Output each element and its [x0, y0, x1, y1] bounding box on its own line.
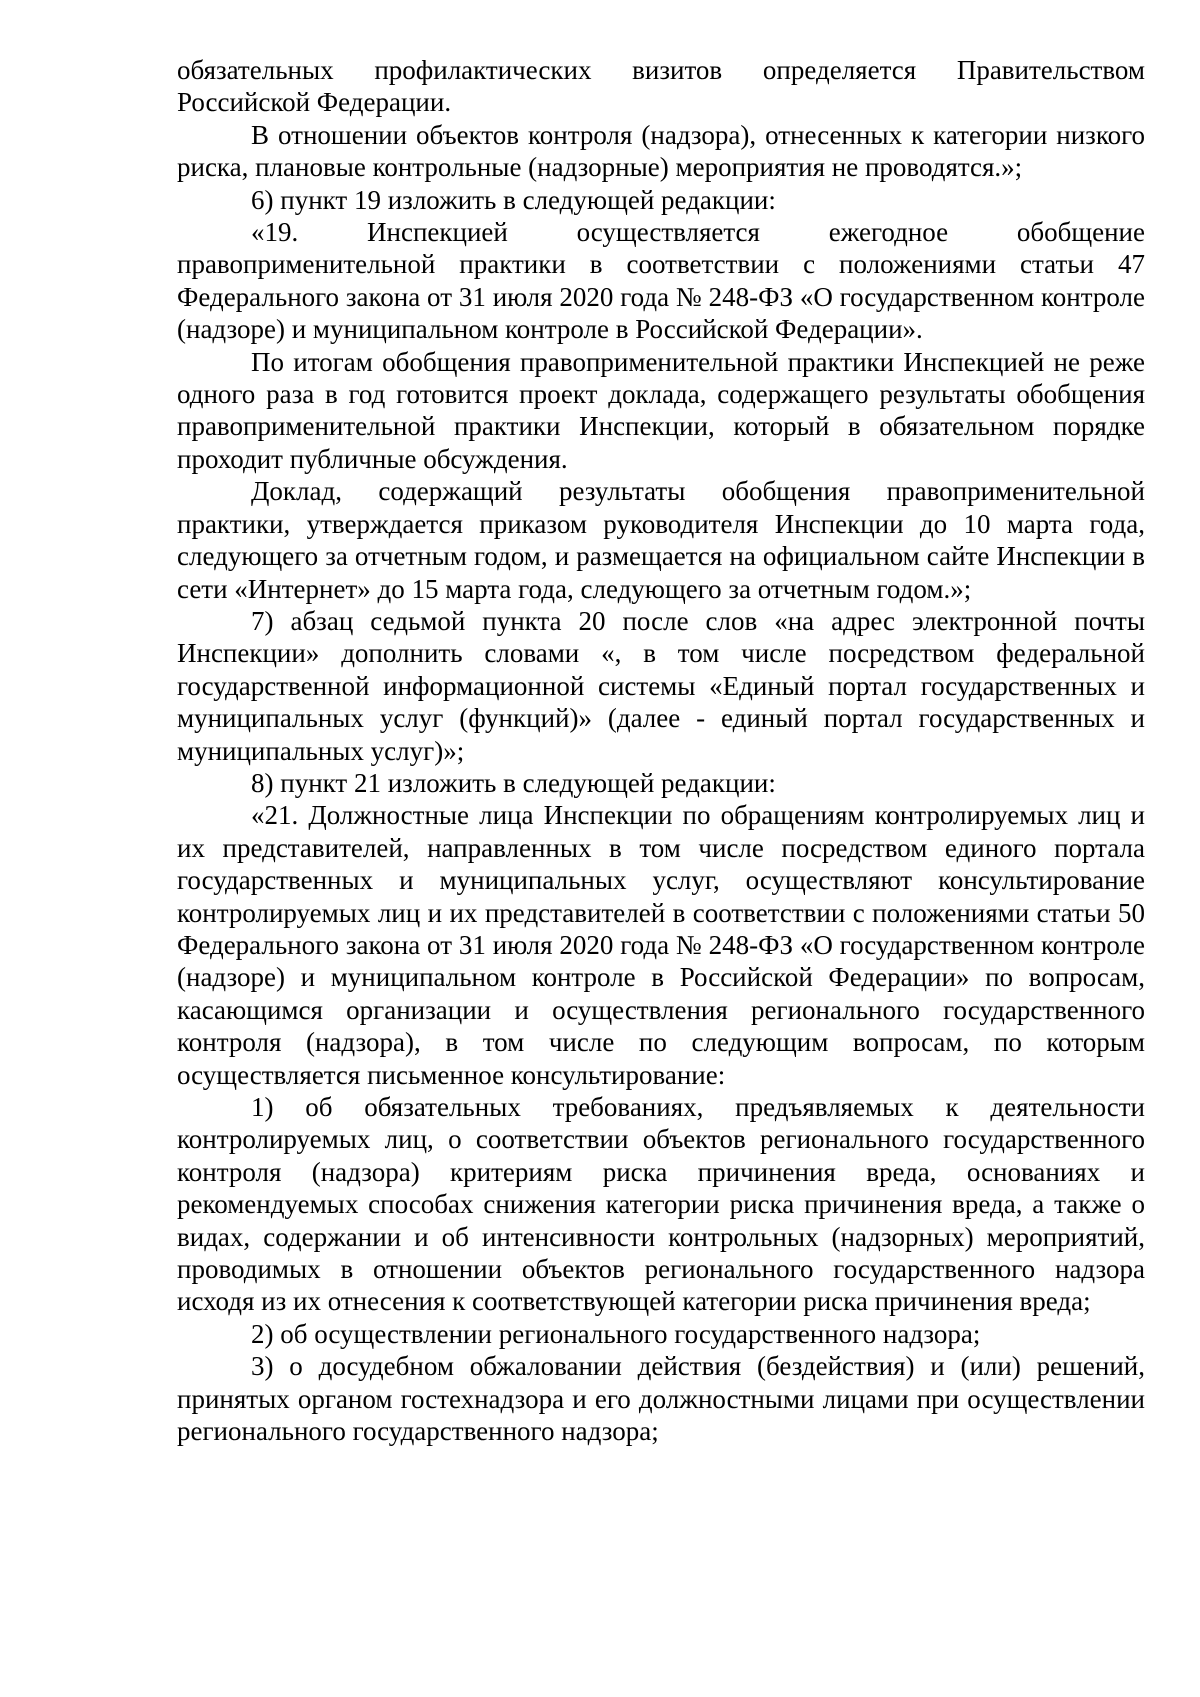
paragraph-item-7: 7) абзац седьмой пункта 20 после слов «на адрес электронной почты Инспекции» дополнить словами «, в том числе посредством федеральной государственной информационной системы «Единый портал государственных и муниципальных услуг (функций)» (далее - единый портал государственных и муниципальных услуг)»; [177, 605, 1145, 766]
paragraph-subitem-2: 2) об осуществлении регионального государственного надзора; [251, 1318, 981, 1349]
paragraph-item-8: 8) пункт 21 изложить в следующей редакции: [251, 767, 776, 798]
paragraph-report-draft: По итогам обобщения правоприменительной практики Инспекцией не реже одного раза в год готовится проект доклада, содержащего результаты обобщения правоприменительной практики Инспекции, который в обязательном порядке проходит публичные обсуждения. [177, 346, 1145, 474]
paragraph-continuation: обязательных профилактических визитов определяется Правительством Российской Федерации. [177, 55, 1145, 118]
paragraph-low-risk: В отношении объектов контроля (надзора), отнесенных к категории низкого риска, плановые контрольные (надзорные) мероприятия не проводятся.»; [177, 119, 1145, 183]
paragraph-clause-21: «21. Должностные лица Инспекции по обращениям контролируемых лиц и их представителей, направленных в том числе посредством единого портала государственных и муниципальных услуг, осуществляют консультирование контролируемых лиц и их представителей в соответствии с положениями статьи 50 Федерального закона от 31 июля 2020 года № 248-ФЗ «О государственном контроле (надзоре) и муниципальном контроле в Российской Федерации» по вопросам, касающимся организации и осуществления регионального государственного контроля (надзора), в том числе по следующим вопросам, по которым осуществляется письменное консультирование: [177, 800, 1145, 1090]
document-body [177, 54, 1145, 1447]
paragraph-item-6: 6) пункт 19 изложить в следующей редакции: [251, 184, 776, 215]
paragraph-subitem-3: 3) о досудебном обжаловании действия (бездействия) и (или) решений, принятых органом гостехнадзора и его должностными лицами при осуществлении регионального государственного надзора; [177, 1351, 1145, 1447]
paragraph-subitem-1: 1) об обязательных требованиях, предъявляемых к деятельности контролируемых лиц, о соответствии объектов регионального государственного контроля (надзора) критериям риска причинения вреда, основаниях и рекомендуемых способах снижения категории риска причинения вреда, а также о видах, содержании и об интенсивности контрольных (надзорных) мероприятий, проводимых в отношении объектов регионального государственного надзора исходя из их отнесения к соответствующей категории риска причинения вреда; [177, 1092, 1145, 1317]
paragraph-clause-19: «19. Инспекцией осуществляется ежегодное обобщение правоприменительной практики в соответствии с положениями статьи 47 Федерального закона от 31 июля 2020 года № 248-ФЗ «О государственном контроле (надзоре) и муниципальном контроле в Российской Федерации». [177, 217, 1145, 345]
paragraph-report-approval: Доклад, содержащий результаты обобщения правоприменительной практики, утверждается приказом руководителя Инспекции до 10 марта года, следующего за отчетным годом, и размещается на официальном сайте Инспекции в сети «Интернет» до 15 марта года, следующего за отчетным годом.»; [177, 476, 1145, 604]
